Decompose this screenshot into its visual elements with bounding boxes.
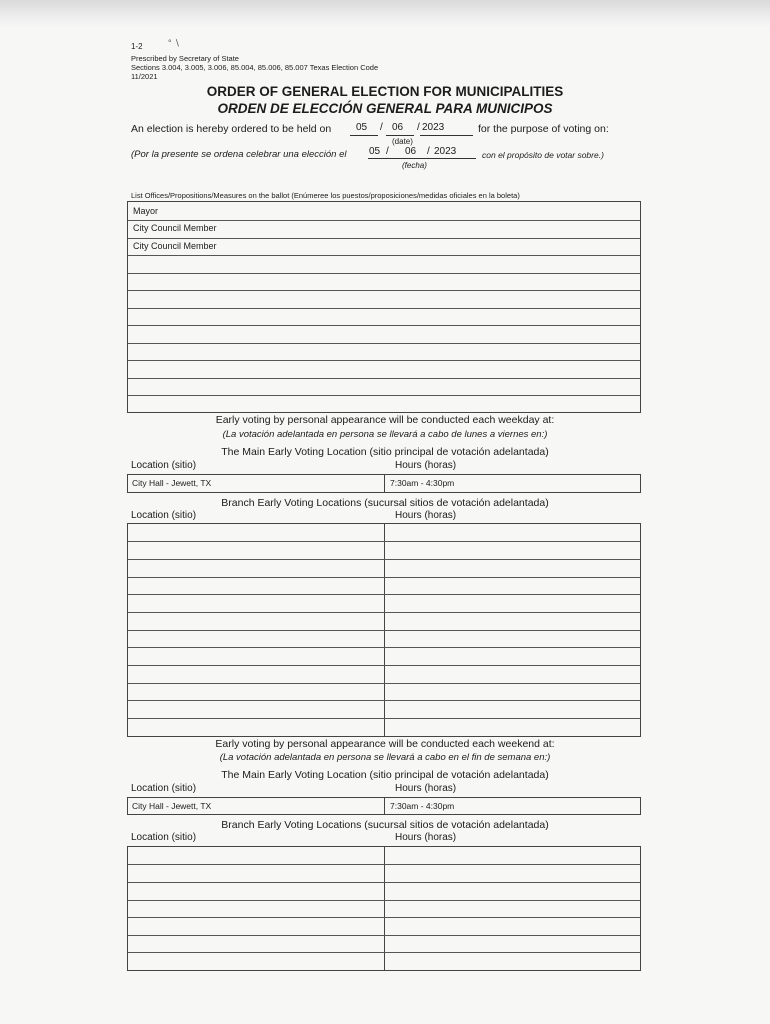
date-caption: (date) — [392, 137, 413, 146]
weekday-main-heading: The Main Early Voting Location (sitio principal de votación adelantada) — [221, 446, 549, 458]
date-es-underline — [368, 158, 476, 159]
weekend-branch-table — [127, 846, 641, 971]
day-underline — [386, 135, 414, 136]
office-item[interactable]: Mayor — [133, 206, 159, 216]
form-number: 1-2 — [131, 42, 143, 51]
weekday-location-label: Location (sitio) — [131, 460, 197, 471]
weekday-branch-location-label: Location (sitio) — [131, 510, 197, 521]
offices-table — [127, 201, 641, 413]
purpose-es: con el propósito de votar sobre.) — [482, 150, 604, 160]
title-english: ORDER OF GENERAL ELECTION FOR MUNICIPALITIES — [206, 84, 564, 99]
office-item[interactable]: City Council Member — [133, 241, 217, 251]
weekday-main-location[interactable]: City Hall - Jewett, TX — [132, 478, 212, 488]
weekday-hours-label: Hours (horas) — [395, 460, 457, 471]
weekday-branch-heading: Branch Early Voting Locations (sucursal sitios de votación adelantada) — [221, 497, 549, 509]
weekday-branch-table — [127, 523, 641, 737]
weekend-main-hours[interactable]: 7:30am - 4:30pm — [390, 801, 455, 811]
month-value-es[interactable]: 05 — [369, 146, 381, 157]
weekday-heading-en: Early voting by personal appearance will be conducted each weekday at: — [215, 414, 555, 426]
month-value[interactable]: 05 — [356, 122, 368, 133]
election-order-form: 1-2 ° ∖ Prescribed by Secretary of State Sections 3.004, 3.005, 3.006, 85.004, 85.006, 85.007 Texas Election Code 11/2021 ORDER OF GENERAL ELECTION FOR MUNICIPALITIES ORDEN DE ELECCIÓN GENERAL PARA MUNICIPOS An election is hereby ordered to be held on 05 / 06 / 2023 (date) for the purpose of voting on: (Por la presente se ordena celebrar una elección el 05 / 06 / 2023 (fecha) con el propósito de votar sobre.) List Offices/Propositions/Measures on the ballot (Enúmeree los puestos/proposiciones/medidas oficiales en la boleta) Mayor City Council Member City Council Member Early voting by personal appearance will be conducted each weekday at: (La votación adelantada en persona se llevará a cabo de lunes a viernes en:) The Main Early Voting Location (sitio principal de votación adelantada) Location (sitio) Hours (horas) City Hall - Jewett, TX 7:30am - 4:30pm Branch Early Voting Locations (sucursal sitios de votación adelantada) Location (sitio) Hours (horas) Early voting by personal appearance will be conducted each weekend at: (La votación adelantada en persona se llevará a cabo en el fin de semana en:) The Main Early Voting Location (sitio principal de votación adelantada) Location (sitio) Hours (horas) City Hall - Jewett, TX 7:30am - 4:30pm Branch Early Voting Locations (sucursal sitios de votación adelantada) Location (sitio) Hours (horas) — [0, 0, 770, 1024]
order-label-en: An election is hereby ordered to be held on — [131, 123, 332, 135]
weekday-heading-es: (La votación adelantada en persona se llevará a cabo de lunes a viernes en:) — [222, 429, 548, 440]
weekend-main-table — [127, 797, 641, 815]
weekend-branch-hours-label: Hours (horas) — [395, 832, 457, 843]
revision-date: 11/2021 — [131, 72, 158, 81]
weekend-hours-label: Hours (horas) — [395, 783, 457, 794]
year-value[interactable]: 2023 — [422, 122, 445, 133]
weekend-main-location[interactable]: City Hall - Jewett, TX — [132, 801, 212, 811]
day-value-es[interactable]: 06 — [405, 146, 417, 157]
year-value-es[interactable]: 2023 — [434, 146, 457, 157]
title-spanish: ORDEN DE ELECCIÓN GENERAL PARA MUNICIPOS — [217, 101, 553, 116]
office-item[interactable]: City Council Member — [133, 223, 217, 233]
weekend-branch-heading: Branch Early Voting Locations (sucursal sitios de votación adelantada) — [221, 819, 549, 831]
scan-marks: ° ∖ — [168, 38, 180, 48]
month-underline — [350, 135, 378, 136]
weekday-branch-hours-label: Hours (horas) — [395, 510, 457, 521]
fecha-caption: (fecha) — [402, 161, 427, 170]
weekend-heading-en: Early voting by personal appearance will be conducted each weekend at: — [215, 738, 555, 750]
weekend-branch-location-label: Location (sitio) — [131, 832, 197, 843]
order-label-es: (Por la presente se ordena celebrar una elección el — [131, 149, 347, 160]
weekend-heading-es: (La votación adelantada en persona se llevará a cabo en el fin de semana en:) — [219, 752, 551, 763]
offices-header: List Offices/Propositions/Measures on the ballot (Enúmeree los puestos/proposiciones/medidas oficiales en la boleta) — [131, 191, 520, 200]
purpose-en: for the purpose of voting on: — [478, 123, 609, 135]
weekend-location-label: Location (sitio) — [131, 783, 197, 794]
year-underline — [420, 135, 473, 136]
statute-sections: Sections 3.004, 3.005, 3.006, 85.004, 85.006, 85.007 Texas Election Code — [131, 63, 379, 72]
prescribed-by: Prescribed by Secretary of State — [131, 54, 239, 63]
weekend-main-heading: The Main Early Voting Location (sitio principal de votación adelantada) — [221, 769, 549, 781]
day-value[interactable]: 06 — [392, 122, 404, 133]
prescribed-block — [131, 54, 378, 81]
weekday-main-table — [127, 474, 641, 493]
weekday-main-hours[interactable]: 7:30am - 4:30pm — [390, 478, 455, 488]
